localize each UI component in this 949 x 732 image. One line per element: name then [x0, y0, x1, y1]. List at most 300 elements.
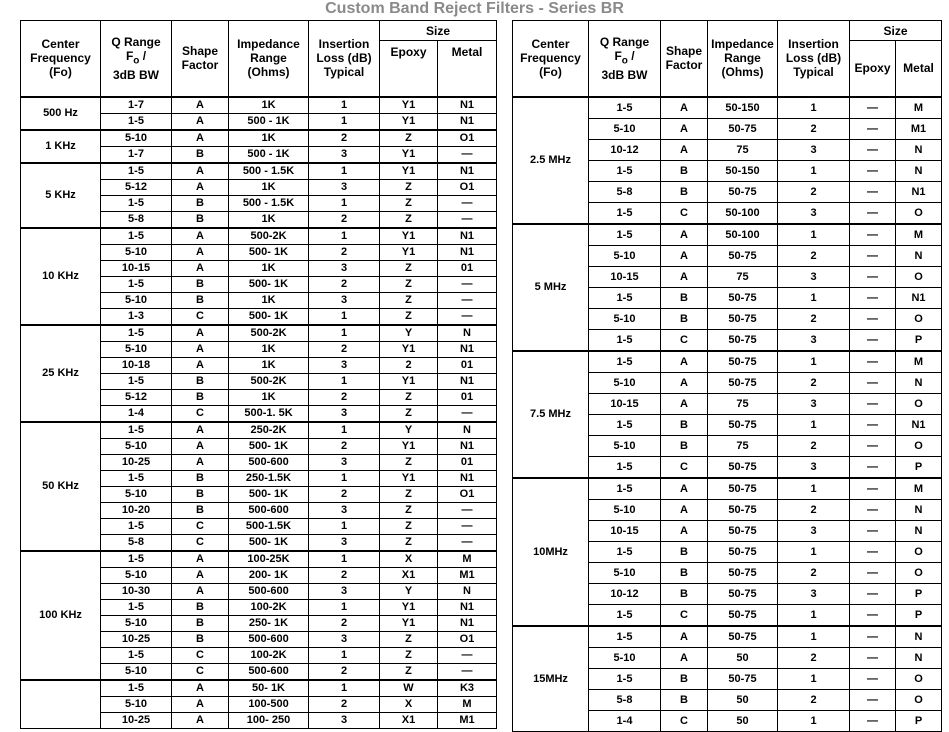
header-center-frequency: Center Frequency (Fo) — [21, 21, 101, 97]
impedance-cell: 75 — [708, 435, 778, 456]
shape-factor-cell: A — [172, 583, 229, 599]
q-range-cell: 5-10 — [101, 486, 172, 502]
impedance-cell: 50-150 — [708, 160, 778, 181]
impedance-cell: 50-75 — [708, 245, 778, 266]
insertion-loss-cell: 2 — [309, 389, 380, 405]
q-range-cell: 5-10 — [101, 244, 172, 260]
insertion-loss-cell: 3 — [309, 260, 380, 276]
metal-cell: M1 — [896, 118, 942, 139]
epoxy-cell: — — [850, 287, 896, 308]
impedance-cell: 500-600 — [229, 454, 309, 470]
impedance-cell: 100-2K — [229, 647, 309, 663]
metal-cell: N1 — [896, 287, 942, 308]
header-q-range-slash: / — [139, 48, 147, 63]
epoxy-cell: Y1 — [380, 615, 438, 631]
q-range-cell: 5-10 — [101, 341, 172, 357]
shape-factor-cell: B — [172, 292, 229, 308]
epoxy-cell: Z — [380, 308, 438, 325]
q-range-cell: 1-5 — [589, 224, 661, 246]
metal-cell: 01 — [438, 454, 497, 470]
insertion-loss-cell: 3 — [778, 329, 850, 351]
center-frequency-cell: 500 Hz — [21, 97, 101, 130]
q-range-cell: 1-5 — [101, 113, 172, 130]
insertion-loss-cell: 1 — [309, 599, 380, 615]
shape-factor-cell: A — [172, 712, 229, 728]
q-range-cell: 10-12 — [589, 139, 661, 160]
shape-factor-cell: C — [661, 202, 708, 224]
insertion-loss-cell: 3 — [309, 146, 380, 163]
header-epoxy: Epoxy — [380, 41, 438, 97]
insertion-loss-cell: 2 — [309, 615, 380, 631]
q-range-cell: 5-10 — [589, 118, 661, 139]
epoxy-cell: Z — [380, 130, 438, 147]
q-range-cell: 5-10 — [589, 308, 661, 329]
epoxy-cell: Z — [380, 486, 438, 502]
q-range-cell: 10-18 — [101, 357, 172, 373]
shape-factor-cell: B — [661, 414, 708, 435]
metal-cell: N1 — [438, 163, 497, 180]
epoxy-cell: — — [850, 583, 896, 604]
q-range-cell: 1-5 — [589, 329, 661, 351]
impedance-cell: 1K — [229, 341, 309, 357]
impedance-cell: 1K — [229, 97, 309, 114]
table-row — [513, 351, 942, 373]
shape-factor-cell: A — [172, 357, 229, 373]
metal-cell: N1 — [438, 438, 497, 454]
epoxy-cell: Z — [380, 502, 438, 518]
metal-cell: — — [438, 663, 497, 680]
epoxy-cell: Y1 — [380, 373, 438, 389]
insertion-loss-cell: 1 — [309, 113, 380, 130]
header-impedance: Impedance Range (Ohms) — [229, 21, 309, 97]
epoxy-cell: — — [850, 456, 896, 478]
impedance-cell: 50-100 — [708, 202, 778, 224]
epoxy-cell: Z — [380, 260, 438, 276]
insertion-loss-cell: 1 — [309, 551, 380, 568]
shape-factor-cell: B — [172, 599, 229, 615]
insertion-loss-cell: 1 — [778, 478, 850, 500]
shape-factor-cell: A — [172, 97, 229, 114]
epoxy-cell: — — [850, 224, 896, 246]
epoxy-cell: — — [850, 372, 896, 393]
epoxy-cell: Y — [380, 583, 438, 599]
q-range-cell: 1-4 — [589, 710, 661, 731]
epoxy-cell: Z — [380, 179, 438, 195]
epoxy-cell: — — [850, 393, 896, 414]
metal-cell: N1 — [438, 599, 497, 615]
header-q-range-slash: / — [627, 48, 635, 63]
q-range-cell: 10-20 — [101, 502, 172, 518]
epoxy-cell: — — [850, 541, 896, 562]
metal-cell: N1 — [438, 97, 497, 114]
insertion-loss-cell: 3 — [309, 534, 380, 551]
metal-cell: M — [896, 478, 942, 500]
shape-factor-cell: A — [661, 520, 708, 541]
shape-factor-cell: A — [172, 454, 229, 470]
metal-cell: M — [896, 97, 942, 119]
insertion-loss-cell: 3 — [309, 357, 380, 373]
epoxy-cell: Y1 — [380, 113, 438, 130]
q-range-cell: 1-5 — [589, 351, 661, 373]
insertion-loss-cell: 2 — [778, 435, 850, 456]
q-range-cell: 10-15 — [589, 520, 661, 541]
metal-cell: 01 — [438, 357, 497, 373]
epoxy-cell: — — [850, 308, 896, 329]
metal-cell: — — [438, 518, 497, 534]
impedance-cell: 50-75 — [708, 308, 778, 329]
impedance-cell: 500 - 1K — [229, 146, 309, 163]
impedance-cell: 1K — [229, 211, 309, 228]
insertion-loss-cell: 2 — [309, 130, 380, 147]
impedance-cell: 500-2K — [229, 325, 309, 342]
center-frequency-cell: 5 MHz — [513, 224, 589, 351]
epoxy-cell: Z — [380, 195, 438, 211]
epoxy-cell: — — [850, 181, 896, 202]
insertion-loss-cell: 1 — [309, 163, 380, 180]
epoxy-cell: Z — [380, 534, 438, 551]
epoxy-cell: Y1 — [380, 599, 438, 615]
epoxy-cell: Z — [380, 454, 438, 470]
shape-factor-cell: C — [172, 647, 229, 663]
impedance-cell: 500- 1K — [229, 438, 309, 454]
header-q-range-f: F — [125, 48, 134, 63]
shape-factor-cell: B — [661, 308, 708, 329]
q-range-cell: 10-15 — [101, 260, 172, 276]
shape-factor-cell: A — [172, 163, 229, 180]
metal-cell: O1 — [438, 179, 497, 195]
shape-factor-cell: A — [172, 422, 229, 439]
shape-factor-cell: C — [172, 405, 229, 422]
metal-cell: O — [896, 541, 942, 562]
q-range-cell: 1-5 — [589, 604, 661, 626]
insertion-loss-cell: 1 — [309, 518, 380, 534]
shape-factor-cell: C — [661, 710, 708, 731]
metal-cell: M1 — [438, 712, 497, 728]
insertion-loss-cell: 3 — [778, 266, 850, 287]
q-range-cell: 5-10 — [589, 435, 661, 456]
insertion-loss-cell: 1 — [778, 287, 850, 308]
q-range-cell: 1-5 — [101, 373, 172, 389]
shape-factor-cell: A — [172, 696, 229, 712]
impedance-cell: 500 - 1.5K — [229, 195, 309, 211]
impedance-cell: 50-75 — [708, 520, 778, 541]
impedance-cell: 50-75 — [708, 604, 778, 626]
epoxy-cell: Y1 — [380, 341, 438, 357]
metal-cell: N — [438, 583, 497, 599]
table-row — [513, 478, 942, 500]
insertion-loss-cell: 1 — [309, 422, 380, 439]
insertion-loss-cell: 2 — [778, 245, 850, 266]
header-shape-factor: Shape Factor — [172, 21, 229, 97]
q-range-cell: 10-15 — [589, 393, 661, 414]
metal-cell: — — [438, 534, 497, 551]
epoxy-cell: Y — [380, 325, 438, 342]
insertion-loss-cell: 3 — [778, 456, 850, 478]
table-row — [21, 422, 497, 439]
metal-cell: O — [896, 435, 942, 456]
header-insertion-loss: Insertion Loss (dB) Typical — [778, 21, 850, 97]
impedance-cell: 500- 1K — [229, 276, 309, 292]
epoxy-cell: Y1 — [380, 163, 438, 180]
center-frequency-cell: 10 KHz — [21, 228, 101, 325]
page-title: Custom Band Reject Filters - Series BR — [325, 0, 624, 17]
metal-cell: M — [438, 696, 497, 712]
shape-factor-cell: B — [661, 160, 708, 181]
table-row — [513, 626, 942, 648]
impedance-cell: 250-2K — [229, 422, 309, 439]
impedance-cell: 50-75 — [708, 456, 778, 478]
impedance-cell: 75 — [708, 266, 778, 287]
metal-cell: N — [896, 160, 942, 181]
shape-factor-cell: B — [172, 373, 229, 389]
metal-cell: N1 — [438, 244, 497, 260]
insertion-loss-cell: 3 — [309, 712, 380, 728]
insertion-loss-cell: 1 — [778, 710, 850, 731]
impedance-cell: 1K — [229, 292, 309, 308]
shape-factor-cell: A — [172, 341, 229, 357]
q-range-cell: 10-15 — [589, 266, 661, 287]
insertion-loss-cell: 1 — [778, 160, 850, 181]
insertion-loss-cell: 2 — [778, 308, 850, 329]
header-center-frequency: Center Frequency (Fo) — [513, 21, 589, 97]
impedance-cell: 50- 1K — [229, 680, 309, 697]
q-range-cell: 1-5 — [101, 228, 172, 245]
insertion-loss-cell: 1 — [309, 325, 380, 342]
q-range-cell: 1-5 — [101, 195, 172, 211]
metal-cell: — — [438, 308, 497, 325]
shape-factor-cell: A — [172, 567, 229, 583]
header-insertion-loss: Insertion Loss (dB) Typical — [309, 21, 380, 97]
q-range-cell: 1-5 — [589, 541, 661, 562]
insertion-loss-cell: 3 — [309, 631, 380, 647]
center-frequency-cell: 10MHz — [513, 478, 589, 626]
insertion-loss-cell: 1 — [778, 541, 850, 562]
header-q-range-sub: o — [133, 54, 140, 66]
q-range-cell: 1-7 — [101, 146, 172, 163]
epoxy-cell: Z — [380, 292, 438, 308]
metal-cell: M1 — [438, 567, 497, 583]
shape-factor-cell: A — [661, 393, 708, 414]
table-row — [21, 228, 497, 245]
metal-cell: — — [438, 276, 497, 292]
center-frequency-cell: 100 KHz — [21, 551, 101, 680]
metal-cell: O1 — [438, 130, 497, 147]
insertion-loss-cell: 3 — [309, 583, 380, 599]
shape-factor-cell: A — [172, 680, 229, 697]
insertion-loss-cell: 2 — [778, 181, 850, 202]
header-impedance: Impedance Range (Ohms) — [708, 21, 778, 97]
metal-cell: N — [896, 245, 942, 266]
metal-cell: N — [896, 139, 942, 160]
header-metal: Metal — [438, 41, 497, 97]
impedance-cell: 50-75 — [708, 478, 778, 500]
insertion-loss-cell: 3 — [778, 139, 850, 160]
metal-cell: P — [896, 456, 942, 478]
center-frequency-cell: 7.5 MHz — [513, 351, 589, 478]
insertion-loss-cell: 1 — [309, 308, 380, 325]
shape-factor-cell: C — [661, 456, 708, 478]
metal-cell: N1 — [438, 615, 497, 631]
shape-factor-cell: B — [661, 181, 708, 202]
shape-factor-cell: A — [172, 130, 229, 147]
table-row — [513, 224, 942, 246]
impedance-cell: 1K — [229, 357, 309, 373]
metal-cell: N1 — [438, 113, 497, 130]
epoxy-cell: — — [850, 139, 896, 160]
impedance-cell: 250- 1K — [229, 615, 309, 631]
metal-cell: N1 — [438, 373, 497, 389]
epoxy-cell: Y1 — [380, 470, 438, 486]
impedance-cell: 500-600 — [229, 502, 309, 518]
impedance-cell: 50-75 — [708, 626, 778, 648]
metal-cell: K3 — [438, 680, 497, 697]
epoxy-cell: — — [850, 202, 896, 224]
shape-factor-cell: A — [661, 139, 708, 160]
shape-factor-cell: B — [172, 389, 229, 405]
shape-factor-cell: C — [661, 604, 708, 626]
shape-factor-cell: A — [661, 626, 708, 648]
metal-cell: N — [896, 626, 942, 648]
epoxy-cell: Z — [380, 631, 438, 647]
epoxy-cell: — — [850, 499, 896, 520]
header-q-range-f: F — [614, 48, 622, 63]
epoxy-cell: — — [850, 647, 896, 668]
impedance-cell: 50-75 — [708, 562, 778, 583]
impedance-cell: 100-500 — [229, 696, 309, 712]
metal-cell: 01 — [438, 260, 497, 276]
insertion-loss-cell: 2 — [309, 486, 380, 502]
metal-cell: N1 — [438, 341, 497, 357]
impedance-cell: 250-1.5K — [229, 470, 309, 486]
insertion-loss-cell: 2 — [309, 438, 380, 454]
epoxy-cell: Z — [380, 663, 438, 680]
impedance-cell: 50 — [708, 710, 778, 731]
shape-factor-cell: B — [172, 631, 229, 647]
center-frequency-cell: 5 KHz — [21, 163, 101, 228]
epoxy-cell: Y1 — [380, 146, 438, 163]
shape-factor-cell: A — [661, 245, 708, 266]
metal-cell: N — [896, 372, 942, 393]
metal-cell: O — [896, 689, 942, 710]
center-frequency-cell: 50 KHz — [21, 422, 101, 551]
insertion-loss-cell: 1 — [309, 97, 380, 114]
metal-cell: N — [896, 647, 942, 668]
insertion-loss-cell: 3 — [778, 202, 850, 224]
insertion-loss-cell: 1 — [309, 680, 380, 697]
table-row — [21, 97, 497, 114]
epoxy-cell: — — [850, 97, 896, 119]
header-q-range — [101, 21, 172, 97]
metal-cell: N — [438, 422, 497, 439]
q-range-cell: 5-8 — [589, 689, 661, 710]
metal-cell: P — [896, 710, 942, 731]
impedance-cell: 50-75 — [708, 668, 778, 689]
q-range-cell: 10-25 — [101, 454, 172, 470]
metal-cell: M — [896, 351, 942, 373]
shape-factor-cell: B — [172, 195, 229, 211]
q-range-cell: 5-10 — [101, 663, 172, 680]
q-range-cell: 1-5 — [101, 599, 172, 615]
shape-factor-cell: C — [172, 534, 229, 551]
insertion-loss-cell: 2 — [309, 244, 380, 260]
q-range-cell: 5-10 — [589, 372, 661, 393]
metal-cell: — — [438, 292, 497, 308]
shape-factor-cell: B — [661, 562, 708, 583]
epoxy-cell: Y1 — [380, 228, 438, 245]
table-row — [21, 163, 497, 180]
header-q-range-line1: Q Range — [599, 34, 650, 49]
epoxy-cell: X1 — [380, 712, 438, 728]
epoxy-cell: — — [850, 414, 896, 435]
metal-cell: N1 — [438, 228, 497, 245]
metal-cell: M — [438, 551, 497, 568]
impedance-cell: 50 — [708, 689, 778, 710]
epoxy-cell: Z — [380, 518, 438, 534]
impedance-cell: 500- 1K — [229, 244, 309, 260]
header-metal: Metal — [896, 41, 942, 97]
header-q-range-line3: 3dB BW — [601, 67, 648, 82]
insertion-loss-cell: 1 — [778, 604, 850, 626]
q-range-cell: 5-12 — [101, 389, 172, 405]
shape-factor-cell: A — [172, 438, 229, 454]
impedance-cell: 50 — [708, 647, 778, 668]
q-range-cell: 5-10 — [101, 292, 172, 308]
impedance-cell: 1K — [229, 389, 309, 405]
epoxy-cell: Y1 — [380, 97, 438, 114]
epoxy-cell: — — [850, 689, 896, 710]
impedance-cell: 200- 1K — [229, 567, 309, 583]
table-row — [21, 130, 497, 147]
epoxy-cell: X — [380, 696, 438, 712]
impedance-cell: 100-2K — [229, 599, 309, 615]
metal-cell: — — [438, 211, 497, 228]
impedance-cell: 50-75 — [708, 583, 778, 604]
q-range-cell: 5-10 — [101, 696, 172, 712]
header-shape-factor: Shape Factor — [661, 21, 708, 97]
left-table-body — [21, 97, 497, 729]
insertion-loss-cell: 2 — [778, 689, 850, 710]
metal-cell: P — [896, 583, 942, 604]
metal-cell: O1 — [438, 631, 497, 647]
impedance-cell: 500- 1K — [229, 534, 309, 551]
q-range-cell: 5-10 — [101, 130, 172, 147]
impedance-cell: 500- 1K — [229, 308, 309, 325]
shape-factor-cell: C — [172, 518, 229, 534]
metal-cell: — — [438, 146, 497, 163]
impedance-cell: 50-75 — [708, 181, 778, 202]
shape-factor-cell: A — [172, 113, 229, 130]
epoxy-cell: Y — [380, 422, 438, 439]
shape-factor-cell: B — [172, 146, 229, 163]
shape-factor-cell: B — [172, 211, 229, 228]
metal-cell: O — [896, 202, 942, 224]
epoxy-cell: — — [850, 329, 896, 351]
impedance-cell: 500 - 1.5K — [229, 163, 309, 180]
impedance-cell: 500-1.5K — [229, 518, 309, 534]
metal-cell: N1 — [438, 470, 497, 486]
q-range-cell: 1-5 — [589, 97, 661, 119]
shape-factor-cell: A — [172, 179, 229, 195]
insertion-loss-cell: 2 — [309, 341, 380, 357]
impedance-cell: 500-600 — [229, 631, 309, 647]
impedance-cell: 1K — [229, 260, 309, 276]
insertion-loss-cell: 3 — [778, 520, 850, 541]
insertion-loss-cell: 2 — [309, 696, 380, 712]
epoxy-cell: — — [850, 160, 896, 181]
insertion-loss-cell: 1 — [309, 195, 380, 211]
insertion-loss-cell: 1 — [309, 470, 380, 486]
insertion-loss-cell: 1 — [778, 97, 850, 119]
